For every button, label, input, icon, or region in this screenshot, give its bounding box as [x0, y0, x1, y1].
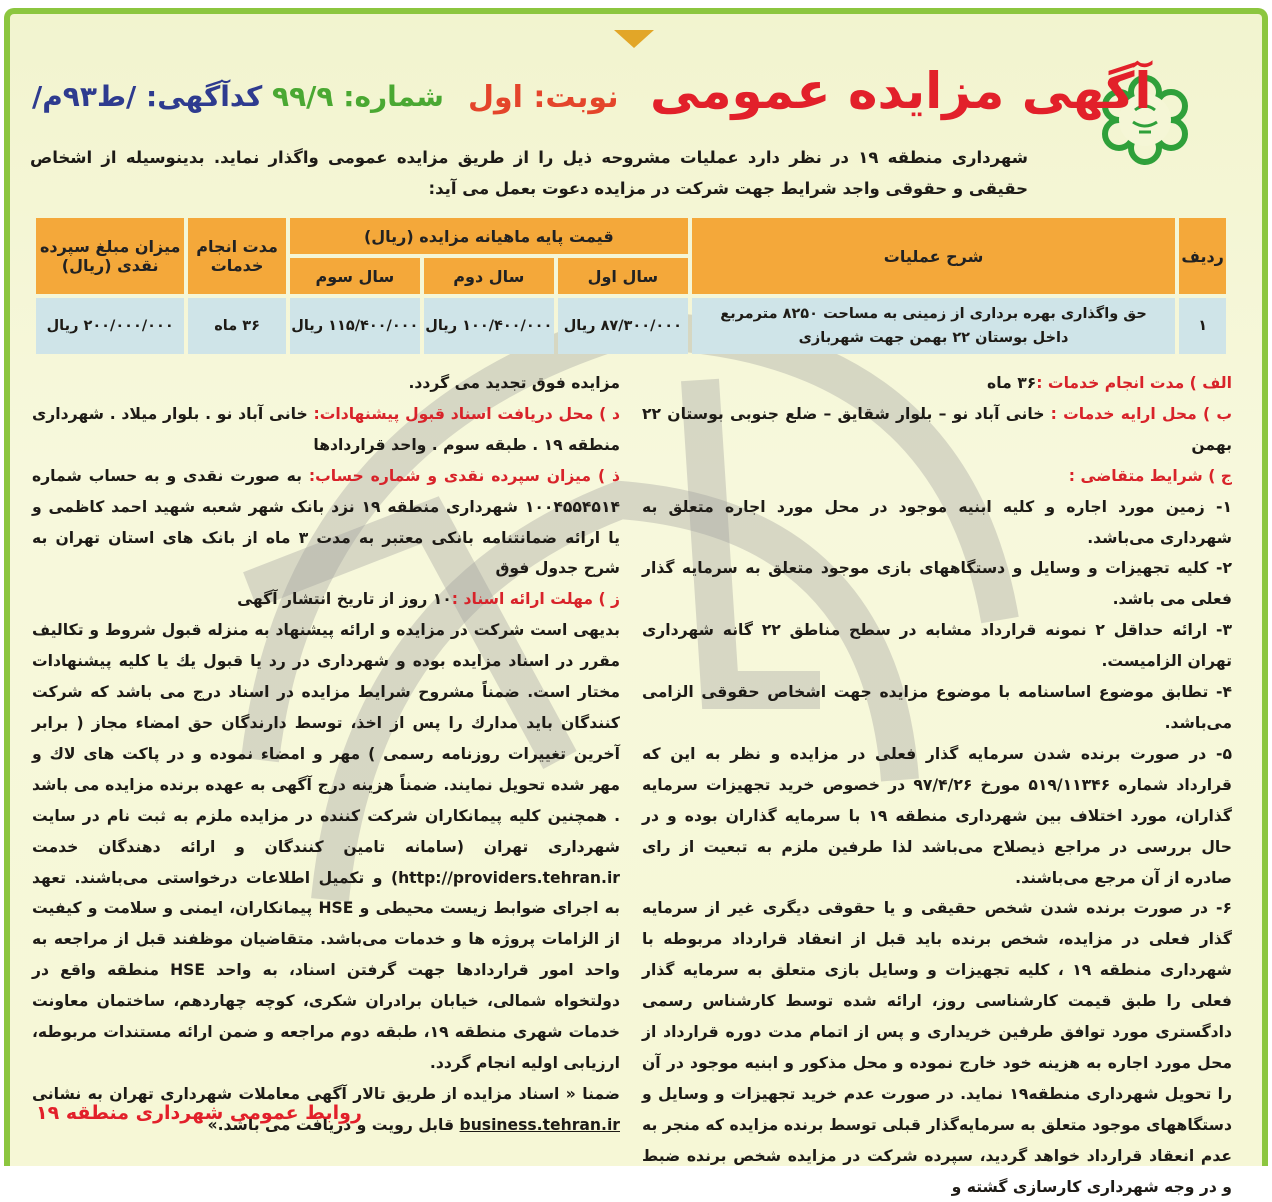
label: ز ) مهلت ارائه اسناد :: [451, 590, 620, 609]
document-location: [32, 399, 620, 461]
condition-item: ۵- در صورت برنده شدن سرمایه گذار فعلی در مزایده و نظر به این که قرارداد شماره ۵۱۹/۱۱۳۴۶ مورخ ۹۷/۴/۲۶ در خصوص خرید تجهیزات سرمایه گذاران، مورد اختلاف بین شهرداری منطقه ۱۹ با سرمایه گذاران بوده و در حال بررسی در مراجع ذیصلاح می‌باشد لذا طرفین ملزم به تبعیت از رای صادره از آن مرجع می‌باشند.: [642, 744, 1232, 887]
condition-item: ۲- کلیه تجهیزات و وسایل و دستگاههای بازی موجود متعلق به سرمایه گذار فعلی می باشد.: [642, 559, 1232, 609]
service-duration: [642, 368, 1232, 399]
th-duration: مدت انجام خدمات: [188, 218, 286, 294]
label: ب ) محل ارایه خدمات :: [1050, 404, 1232, 423]
condition-item: ۱- زمین مورد اجاره و کلیه ابنیه موجود در محل مورد اجاره متعلق به شهرداری می‌باشد.: [642, 497, 1232, 547]
th-desc: شرح عملیات: [692, 218, 1175, 294]
value: خانی آباد نو . بلوار میلاد . شهرداری منطقه ۱۹ . طبقه سوم . واحد قراردادها: [32, 404, 620, 454]
ad-number: شماره: ۹۹/۹: [272, 80, 444, 113]
condition-item: ۶- در صورت برنده شدن شخص حقیقی و یا حقوقی دیگری غیر از سرمایه گذار فعلی در مزایده، شخص برنده باید قبل از انعقاد قرارداد مربوطه با شهرداری منطقه ۱۹ ، کلیه تجهیزات و وسایل بازی متعلق به سرمایه گذار فعلی را طبق قیمت کارشناسی روز، ارائه شده توسط کارشناس رسمی دادگستری مورد توافق طرفین خریداری و پس از اتمام مدت دوره قرارداد از محل مورد اجاره به هزینه خود خارج نموده و محل مذکور و ابنیه موجود در آن را تحویل شهرداری منطقه۱۹ نماید. در صورت عدم خرید تجهیزات و وسایل و دستگاههای موجود متعلق به سرمایه‌گذار قبلی توسط برنده مزایده که منجر به عدم انعقاد قرارداد خواهد گردید، سپرده شرکت در مزایده شخص برنده ضبط و در وجه شهرداری کارسازی گشته و: [642, 899, 1233, 1196]
ad-title: آگهی مزایده عمومی: [650, 62, 1152, 120]
label: ذ ) میزان سپرده نقدی و شماره حساب:: [308, 466, 620, 485]
continuation-text: مزایده فوق تجدید می گردد.: [408, 374, 620, 392]
service-location: [642, 399, 1232, 461]
round-label: نوبت: اول: [468, 80, 619, 115]
submission-deadline: [32, 584, 620, 615]
footer-signature: روابط عمومی شهرداری منطقه ۱۹: [36, 1102, 362, 1124]
text: بدیهی است شرکت در مزایده و ارائه پیشنهاد به منزله قبول شروط و تکالیف مقرر در اسناد مزایده بوده و شهرداری در رد یا قبول یك یا کلیه پیشنهادات مختار است. ضمناً مشروح شرایط مزایده در اسناد درج می باشد که شرکت کنندگان باید مدارك را پس از اخذ، توسط دارندگان حق امضاء مجاز ( برابر آخرین تغییرات روزنامه رسمی ) مهر و امضاء نموده و در پاکت های لاك و مهر شده تحویل نمایند. ضمناً هزینه درج آگهی به عهده برنده مزایده می باشد . همچنین کلیه پیمانکاران شرکت کننده در مزایده ملزم به ثبت نام در سایت شهرداری تهران (سامانه تامین کنندگان و ارائه دهندگان خدمت: [32, 621, 620, 856]
table-row: [36, 298, 1226, 354]
th-price-group: قیمت پایه ماهیانه مزایده (ریال): [290, 218, 688, 254]
providers-link[interactable]: http://providers.tehran.ir: [398, 868, 620, 887]
intro-paragraph: [30, 142, 1028, 204]
cell-year1: ۸۷/۳۰۰/۰۰۰ ریال: [558, 298, 688, 354]
business-link[interactable]: business.tehran.ir: [459, 1115, 620, 1134]
value: ۱۰ روز از تاریخ انتشار آگهی: [237, 590, 452, 609]
th-year1: سال اول: [558, 258, 688, 294]
cell-duration: ۳۶ ماه: [188, 298, 286, 354]
auction-table: [32, 214, 1230, 358]
value: خانی آباد نو – بلوار شقایق – ضلع جنوبی بوستان ۲۲ بهمن: [642, 404, 1232, 454]
cell-desc: حق واگذاری بهره برداری از زمینی به مساحت ۸۲۵۰ مترمربع داخل بوستان ۲۲ بهمن جهت شهربازی: [692, 298, 1175, 354]
condition-item: ۴- تطابق موضوع اساسنامه با موضوع مزایده جهت اشخاص حقوقی الزامی می‌باشد.: [642, 683, 1232, 732]
value: ۳۶ ماه: [987, 374, 1037, 392]
text: ) و تکمیل اطلاعات درخواستی می‌باشند. تعهد به اجرای ضوابط زیست محیطی و HSE پیمانکاران، ایمنی و سلامت و کیفیت از الزامات پروژه ها و خدمات می‌باشد. متقاضیان موظفند قبل از مراجعه به واحد امور قراردادها جهت گرفتن اسناد، به واحد HSE منطقه واقع در دولتخواه شمالی، خیابان برادران شکری، کوچه چهاردهم، ساختمان معاونت خدمات شهری منطقه ۱۹، طبقه دوم مراجعه و ضمن ارائه مستندات مربوطه، ارزیابی اولیه انجام گردد.: [32, 868, 620, 1072]
th-year3: سال سوم: [290, 258, 420, 294]
th-year2: سال دوم: [424, 258, 554, 294]
cell-year2: ۱۰۰/۴۰۰/۰۰۰ ریال: [424, 298, 554, 354]
cell-row: ۱: [1179, 298, 1226, 354]
left-column: [32, 368, 620, 1141]
right-column: [642, 368, 1232, 1202]
condition-item: ۳- ارائه حداقل ۲ نمونه قرارداد مشابه در سطح مناطق ۲۲ گانه شهرداری تهران الزامیست.: [642, 621, 1232, 671]
intro-text: در نظر دارد عملیات مشروحه ذیل را از طریق مزایده عمومی واگذار نماید. بدینوسیله از اشخاص حقیقی و حقوقی واجد شرایط جهت شرکت در مزایده دعوت بعمل می آید:: [30, 148, 1028, 198]
label: الف ) مدت انجام خدمات :: [1036, 374, 1232, 392]
th-row: ردیف: [1179, 218, 1226, 294]
ad-code: کدآگهی: /ط۹۳م/: [32, 80, 263, 113]
applicant-conditions-heading: ج ) شرایط متقاضی :: [1068, 466, 1232, 485]
text: ضمنا « اسناد مزایده از طریق تالار آگهی معاملات شهرداری تهران به نشانی: [32, 1084, 620, 1103]
intro-org: شهرداری منطقه ۱۹: [858, 148, 1028, 167]
general-terms: [32, 615, 620, 1079]
value: به صورت نقدی و به حساب شماره ۱۰۰۴۵۵۴۵۱۴ شهرداری منطقه ۱۹ نزد بانک شهر شعبه شهید احمد کاظمی و یا ارائه ضمانتنامه بانکی معتبر به مدت ۳ ماه از بانک های استان تهران به شرح جدول فوق: [32, 466, 620, 578]
cell-deposit: ۲۰۰/۰۰۰/۰۰۰ ریال: [36, 298, 184, 354]
top-triangle-marker: [614, 30, 654, 48]
th-deposit: میزان مبلغ سپرده نقدی (ریال): [36, 218, 184, 294]
deposit-account: [32, 461, 620, 585]
label: د ) محل دریافت اسناد قبول پیشنهادات:: [313, 404, 620, 423]
text: قابل رویت و دریافت می باشد.»: [207, 1115, 460, 1134]
cell-year3: ۱۱۵/۴۰۰/۰۰۰ ریال: [290, 298, 420, 354]
